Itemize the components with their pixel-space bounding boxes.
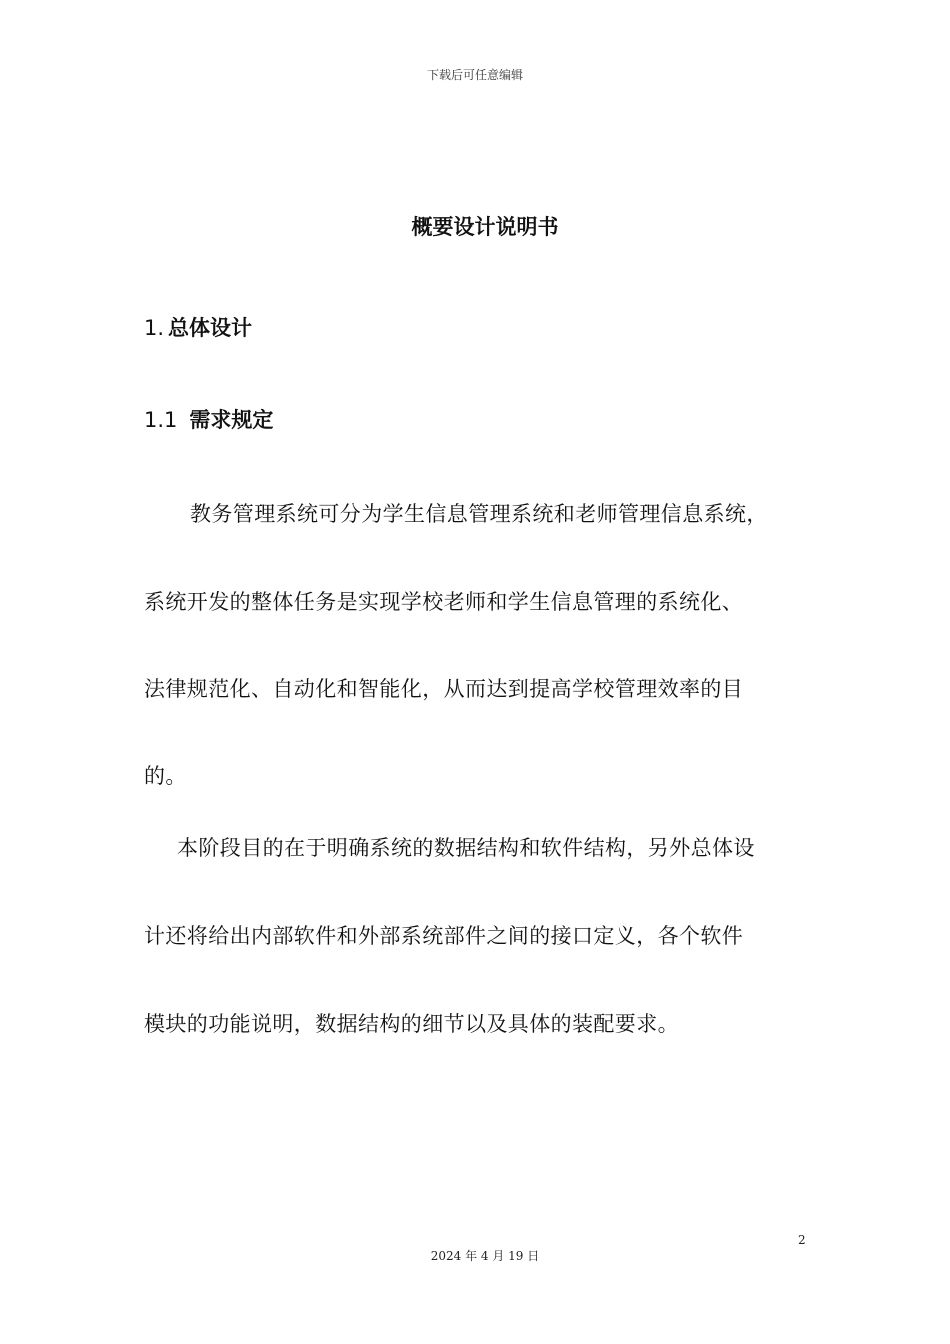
section-number: 1.1 — [144, 408, 178, 432]
paragraph-2-line-2: 计还将给出内部软件和外部系统部件之间的接口定义，各个软件 — [144, 924, 744, 948]
paragraph-2-line-1: 本阶段目的在于明确系统的数据结构和软件结构，另外总体设 — [177, 836, 755, 860]
paragraph-1-line-4: 的。 — [144, 764, 187, 788]
page-number: 2 — [798, 1233, 806, 1247]
section-heading-1 — [144, 312, 252, 342]
document-title: 概要设计说明书 — [411, 215, 559, 239]
section-number: 1. — [144, 316, 165, 340]
paragraph-2-line-3: 模块的功能说明，数据结构的细节以及具体的装配要求。 — [144, 1012, 679, 1036]
section-title: 总体设计 — [168, 316, 253, 340]
paragraph-1-line-3: 法律规范化、自动化和智能化，从而达到提高学校管理效率的目 — [144, 677, 744, 701]
paragraph-1-line-1: 教务管理系统可分为学生信息管理系统和老师管理信息系统， — [190, 502, 768, 526]
section-title: 需求规定 — [189, 408, 274, 432]
header-note: 下载后可任意编辑 — [426, 68, 523, 82]
section-heading-1-1 — [144, 404, 273, 434]
footer-date: 2024 年 4 月 19 日 — [430, 1249, 540, 1263]
paragraph-1-line-2: 系统开发的整体任务是实现学校老师和学生信息管理的系统化、 — [144, 590, 744, 614]
